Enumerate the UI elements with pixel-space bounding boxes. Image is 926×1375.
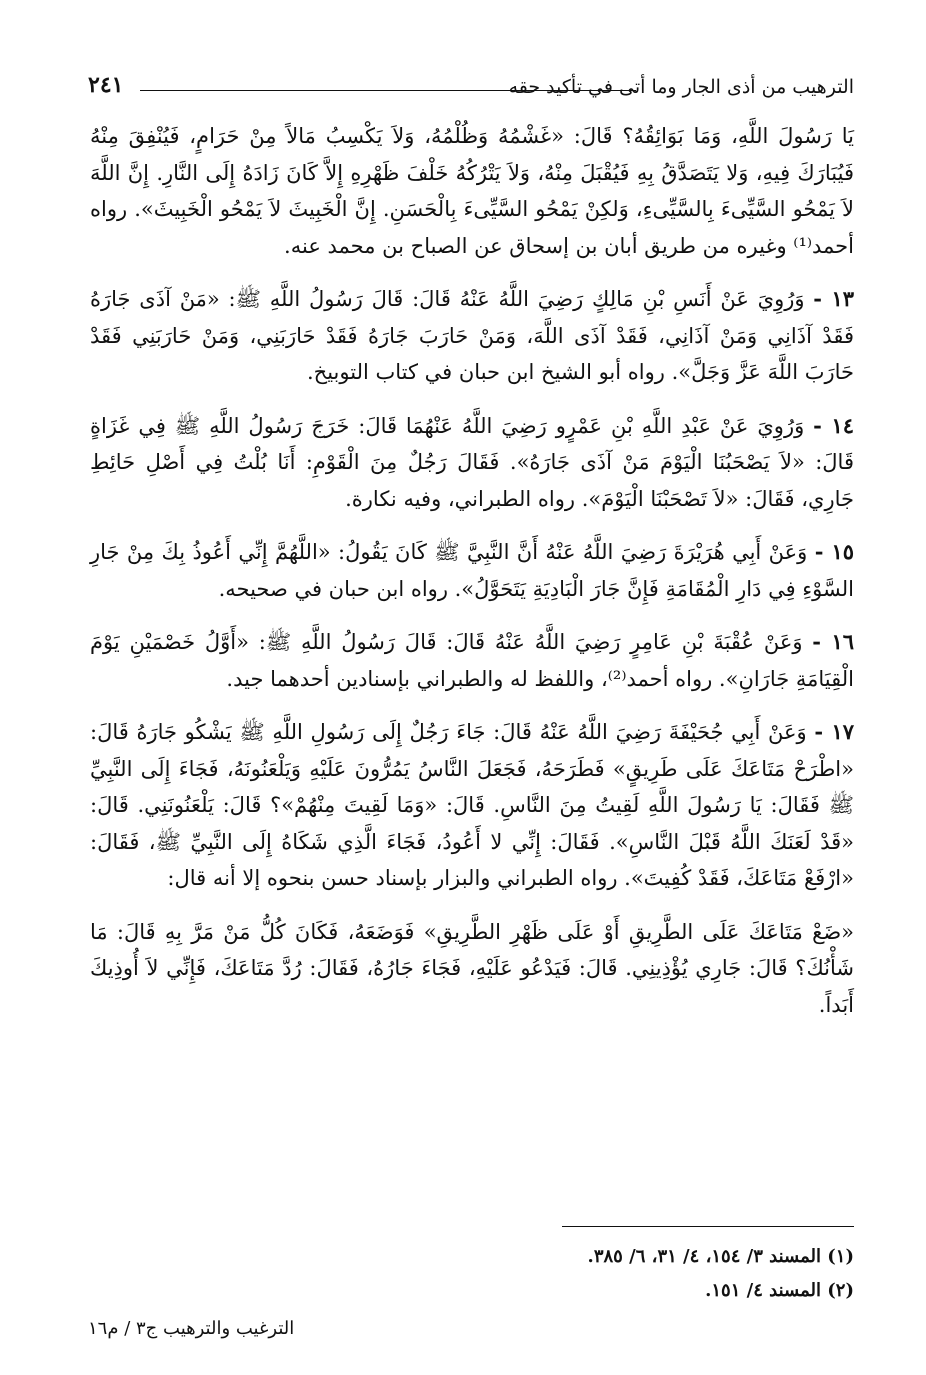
hadith-16 [90, 624, 854, 697]
page-body [90, 118, 854, 1023]
running-title: الترهيب من أذى الجار وما أتى في تأكيد حقه [508, 76, 854, 98]
hadith-text: وَرُوِيَ عَنْ أَنَسِ بْنِ مَالِكٍ رَضِيَ اللَّهُ عَنْهُ قَالَ: قَالَ رَسُولُ اللَّهِ ﷺ: «مَنْ آذَى جَارَهُ فَقَدْ آذَانِي وَمَنْ آذَانِي، فَقَدْ آذَى اللَّهَ، وَمَنْ حَارَبَ جَارَهُ فَقَدْ حَارَبَنِي، وَمَنْ حَارَبَنِي فَقَدْ حَارَبَ اللَّهَ عَزَّ وَجَلَّ». رواه أبو الشيخ ابن حبان في كتاب التوبيخ. [90, 287, 854, 384]
hadith-text: وَعَنْ أَبِي جُحَيْفَةَ رَضِيَ اللَّهُ عَنْهُ قَالَ: جَاءَ رَجُلٌ إِلَى رَسُولِ اللَّهِ ﷺ يَشْكُو جَارَهُ قَالَ: «اطْرَحْ مَتَاعَكَ عَلَى طَرِيقٍ» فَطَرَحَهُ، فَجَعَلَ النَّاسُ يَمُرُّونَ عَلَيْهِ وَيَلْعَنُونَهُ، فَجَاءَ إِلَى النَّبِيِّ ﷺ فَقَالَ: يَا رَسُولَ اللَّهِ لَقِيتُ مِنَ النَّاسِ. قَالَ: «وَمَا لَقِيتَ مِنْهُمْ»؟ قَالَ: يَلْعَنُونَنِي. قَالَ: «قَدْ لَعَنَكَ اللَّهُ قَبْلَ النَّاسِ». فَقَالَ: إِنِّي لا أَعُودُ، فَجَاءَ الَّذِي شَكَاهُ إِلَى النَّبِيِّ ﷺ، فَقَالَ: «ارْفَعْ مَتَاعَكَ، فَقَدْ كُفِيتَ». رواه الطبراني والبزار بإسناد حسن بنحوه إلا أنه قال: [90, 720, 854, 890]
footnote-2: (٢) المسند ٤/ ١٥١. [705, 1280, 854, 1301]
paragraph-text: يَا رَسُولَ اللَّهِ، وَمَا بَوَائِقُهُ؟ قَالَ: «غَشْمُهُ وَظُلْمُهُ، وَلاَ يَكْسِبُ مَالاً مِنْ حَرَامٍ، فَيُنْفِقَ مِنْهُ فَيُبَارَكَ فِيهِ، وَلا يَتَصَدَّقُ بِهِ فَيُقْبَلَ مِنْهُ، وَلاَ يَتْرُكُهُ خَلْفَ ظَهْرِهِ إِلاَّ كَانَ زَادَهُ إِلَى النَّارِ. إِنَّ اللَّهَ لاَ يَمْحُو السَّيِّىءَ بِالسَّيِّىءِ، وَلكِنْ يَمْحُو السَّيِّىءَ بِالْحَسَنِ. إِنَّ الْخَبِيثَ لاَ يَمْحُو الْخَبِيثَ». [90, 124, 854, 221]
printer-signature: الترغيب والترهيب ج٣ / م١٦ [88, 1318, 295, 1339]
hadith-number: ١٦ - [812, 629, 854, 654]
footnote-1: (١) المسند ٣/ ١٥٤، ٤/ ٣١، ٦/ ٣٨٥. [587, 1246, 854, 1267]
hadith-13 [90, 281, 854, 391]
hadith-number: ١٣ - [813, 286, 854, 311]
hadith-text: وَعَنْ عُقْبَةَ بْنِ عَامِرٍ رَضِيَ اللَّهُ عَنْهُ قَالَ: قَالَ رَسُولُ اللَّهِ ﷺ: «أَوَّلُ خَصْمَيْنِ يَوْمَ الْقِيَامَةِ جَارَانِ». رواه أحمد⁽²⁾، واللفظ له والطبراني بإسنادين أحدهما جيد. [90, 630, 854, 691]
hadith-number: ١٧ - [814, 719, 854, 744]
page-header [88, 72, 854, 106]
hadith-17 [90, 714, 854, 897]
header-rule [140, 90, 636, 91]
hadith-15 [90, 534, 854, 607]
hadith-text: «ضَعْ مَتَاعَكَ عَلَى الطَّرِيقِ أَوْ عَلَى ظَهْرِ الطَّرِيقِ» فَوَضَعَهُ، فَكَانَ كُلُّ مَنْ مَرَّ بِهِ قَالَ: مَا شَأْنُكَ؟ قَالَ: جَارِي يُؤْذِينِي. قَالَ: فَيَدْعُو عَلَيْهِ، فَجَاءَ جَارُهُ، فَقَالَ: رُدَّ مَتَاعَكَ، فَإِنِّي لاَ أُوذِيكَ أَبَداً. [90, 919, 854, 1017]
page-number: ٢٤١ [88, 72, 124, 98]
hadith-text: وَرُوِيَ عَنْ عَبْدِ اللَّهِ بْنِ عَمْرٍو رَضِيَ اللَّهُ عَنْهُمَا قَالَ: خَرَجَ رَسُولُ اللَّهِ ﷺ فِي غَزَاةٍ قَالَ: «لاَ يَصْحَبُنَا الْيَوْمَ مَنْ آذَى جَارَهُ». فَقَالَ رَجُلٌ مِنَ الْقَوْمِ: أَنَا بُلْتُ فِي أَصْلِ حَائِطِ جَارِي، فَقَالَ: «لاَ تَصْحَبْنَا الْيَوْمَ». رواه الطبراني، وفيه نكارة. [90, 413, 854, 511]
hadith-17-variant [90, 914, 854, 1024]
paragraph-tail: رواه أحمد⁽¹⁾ وغيره من طريق أبان بن إسحاق عن الصباح بن محمد عنه. [90, 197, 854, 258]
hadith-text: وَعَنْ أَبِي هُرَيْرَةَ رَضِيَ اللَّهُ عَنْهُ أَنَّ النَّبِيَّ ﷺ كَانَ يَقُولُ: «اللَّهُمَّ إِنِّي أَعُوذُ بِكَ مِنْ جَارِ السَّوْءِ فِي دَارِ الْمُقَامَةِ فَإِنَّ جَارَ الْبَادِيَةِ يَتَحَوَّلُ». رواه ابن حبان في صحيحه. [90, 540, 854, 601]
footnotes [90, 1240, 854, 1308]
hadith-14 [90, 408, 854, 518]
hadith-number: ١٤ - [813, 412, 854, 438]
paragraph-continuation [90, 118, 854, 264]
footnote-rule [562, 1226, 854, 1227]
hadith-number: ١٥ - [814, 539, 854, 564]
